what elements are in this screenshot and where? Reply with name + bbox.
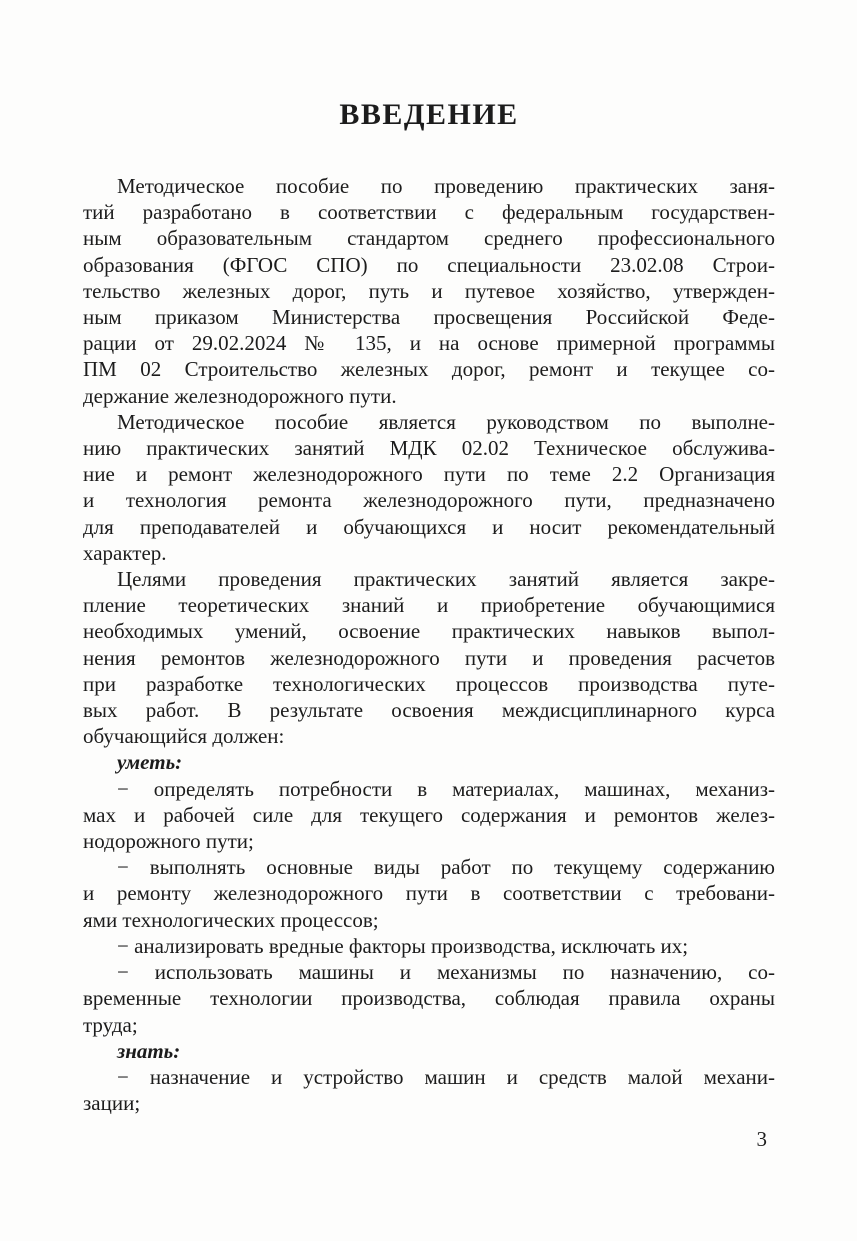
text-line: − анализировать вредные факторы производства, исключать их; [117,933,689,958]
list-item [83,1064,775,1116]
list-item [83,959,775,1038]
text-line: нодорожного пути; [83,829,254,854]
text-line: ПМ 02 Строительство железных дорог, ремонт и текущее со- [83,357,775,382]
text-line: Методическое пособие является руководством по выполне- [117,409,775,434]
text-line: ями технологических процессов; [83,907,379,932]
list-item [83,933,775,959]
text-line: ние и ремонт железнодорожного пути по теме 2.2 Организация [83,462,775,487]
text-line: − назначение и устройство машин и средств малой механи- [117,1064,775,1089]
page-title: ВВЕДЕНИЕ [339,98,519,131]
text-line: и ремонту железнодорожного пути в соответствии с требовани- [83,881,775,906]
text-line: − определять потребности в материалах, машинах, механиз- [117,776,775,801]
text-line: знать: [117,1038,181,1063]
text-line: временные технологии производства, соблюдая правила охраны [83,986,775,1011]
text-line: держание железнодорожного пути. [83,383,397,408]
text-line: уметь: [117,750,183,775]
text-line: рации от 29.02.2024 № 135, и на основе примерной программы [83,331,775,356]
text-line: нения ремонтов железнодорожного пути и проведения расчетов [83,645,775,670]
text-line: Методическое пособие по проведению практических заня- [117,174,775,198]
text-line: обучающийся должен: [83,724,285,749]
paragraph [83,173,775,409]
text-line: пление теоретических знаний и приобретение обучающимися [83,593,775,618]
page-body [83,173,775,1116]
text-line: тельство железных дорог, путь и путевое хозяйство, утвержден- [83,278,775,303]
text-line: нию практических занятий МДК 02.02 Техническое обслужива- [83,436,775,461]
text-line: характер. [83,540,167,565]
text-line: и технология ремонта железнодорожного пути, предназначено [83,488,775,513]
text-line: мах и рабочей силе для текущего содержания и ремонтов желез- [83,802,775,827]
text-line: вых работ. В результате освоения междисциплинарного курса [83,698,775,723]
subheading [83,1038,775,1064]
book-page [83,0,775,1116]
text-line: для преподавателей и обучающихся и носит рекомендательный [83,514,775,539]
text-line: при разработке технологических процессов производства путе- [83,671,775,696]
text-line: − использовать машины и механизмы по назначению, со- [117,960,775,985]
text-line: ным приказом Министерства просвещения Российской Феде- [83,305,775,330]
text-line: Целями проведения практических занятий является закре- [117,567,775,592]
text-line: ным образовательным стандартом среднего профессионального [83,226,775,251]
list-item [83,854,775,933]
text-line: образования (ФГОС СПО) по специальности 23.02.08 Строи- [83,252,775,277]
text-line: труда; [83,1012,138,1037]
text-line: − выполнять основные виды работ по текущему содержанию [117,855,775,880]
paragraph [83,409,775,566]
text-line: зации; [83,1091,141,1116]
text-line: необходимых умений, освоение практических навыков выпол- [83,619,775,644]
subheading [83,749,775,775]
text-line: тий разработано в соответствии с федеральным государствен- [83,200,775,225]
paragraph [83,566,775,749]
list-item [83,776,775,855]
page-number: 3 [756,1127,767,1151]
